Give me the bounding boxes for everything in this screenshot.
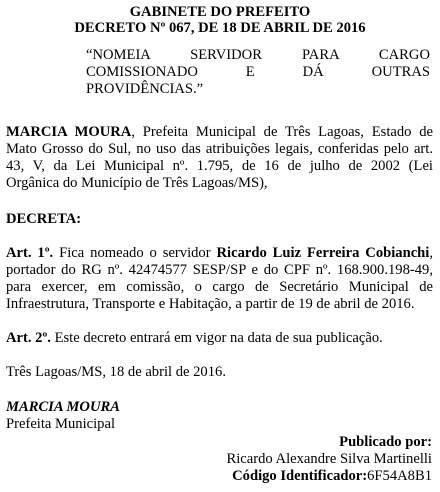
publication-block bbox=[227, 434, 432, 485]
article-1-line-1 bbox=[6, 245, 433, 262]
identifier-label: Código Identificador: bbox=[232, 468, 368, 484]
preamble-paragraph bbox=[6, 124, 433, 192]
article-2-text: Este decreto entrará em vigor na data de sua publicação. bbox=[50, 330, 383, 346]
identifier-code: 6F54A8B1 bbox=[367, 468, 432, 484]
document-header bbox=[0, 4, 440, 36]
signature-role: Prefeita Municipal bbox=[6, 416, 116, 432]
office-title: GABINETE DO PREFEITO bbox=[129, 4, 311, 20]
preamble-line-4: Orgânica do Município de Três Lagoas/MS), bbox=[6, 175, 268, 191]
summary-line-3: PROVIDÊNCIAS.” bbox=[86, 81, 204, 97]
article-1-line-1-end: , bbox=[429, 245, 434, 261]
decree-number: DECRETO Nº 067, DE 18 DE ABRIL DE 2016 bbox=[74, 20, 366, 36]
identifier-line bbox=[227, 468, 432, 485]
decree-summary bbox=[86, 47, 430, 98]
article-2-line bbox=[6, 330, 433, 347]
article-1-line-1-text: Fica nomeado o servidor bbox=[53, 245, 217, 261]
article-1-label: Art. 1º. bbox=[6, 245, 54, 261]
preamble-line-1 bbox=[6, 124, 433, 141]
publisher-name: Ricardo Alexandre Silva Martinelli bbox=[226, 451, 432, 467]
article-2-label: Art. 2º. bbox=[6, 330, 51, 346]
article-1 bbox=[6, 245, 433, 313]
published-by-label: Publicado por: bbox=[339, 434, 432, 450]
appointed-server-name: Ricardo Luiz Ferreira Cobianchi bbox=[216, 245, 430, 261]
signature-name: MARCIA MOURA bbox=[6, 399, 120, 415]
preamble-line-2: Mato Grosso do Sul, no uso das atribuições legais, conferidas pelo art. bbox=[6, 141, 433, 157]
article-1-line-3: para exercer, em comissão, o cargo de Secretário Municipal de bbox=[6, 279, 433, 295]
place-and-date: Três Lagoas/MS, 18 de abril de 2016. bbox=[6, 364, 226, 380]
mayor-name: MARCIA MOURA bbox=[6, 124, 132, 140]
article-1-line-2: portador do RG nº. 42474577 SESP/SP e do CPF nº. 168.900.198-49, bbox=[6, 262, 433, 278]
decreta-heading: DECRETA: bbox=[6, 211, 82, 227]
article-2 bbox=[6, 330, 433, 347]
article-1-line-4: Infraestrutura, Transporte e Habitação, a partir de 19 de abril de 2016. bbox=[6, 296, 415, 312]
summary-line-1: “NOMEIA SERVIDOR PARA CARGO bbox=[86, 47, 430, 63]
preamble-line-3: 43, V, da Lei Municipal nº. 1.795, de 16 de julho de 2002 (Lei bbox=[6, 158, 433, 174]
summary-line-2: COMISSIONADO E DÁ OUTRAS bbox=[86, 64, 430, 80]
preamble-line-1-text: , Prefeita Municipal de Três Lagoas, Estado de bbox=[131, 124, 433, 140]
